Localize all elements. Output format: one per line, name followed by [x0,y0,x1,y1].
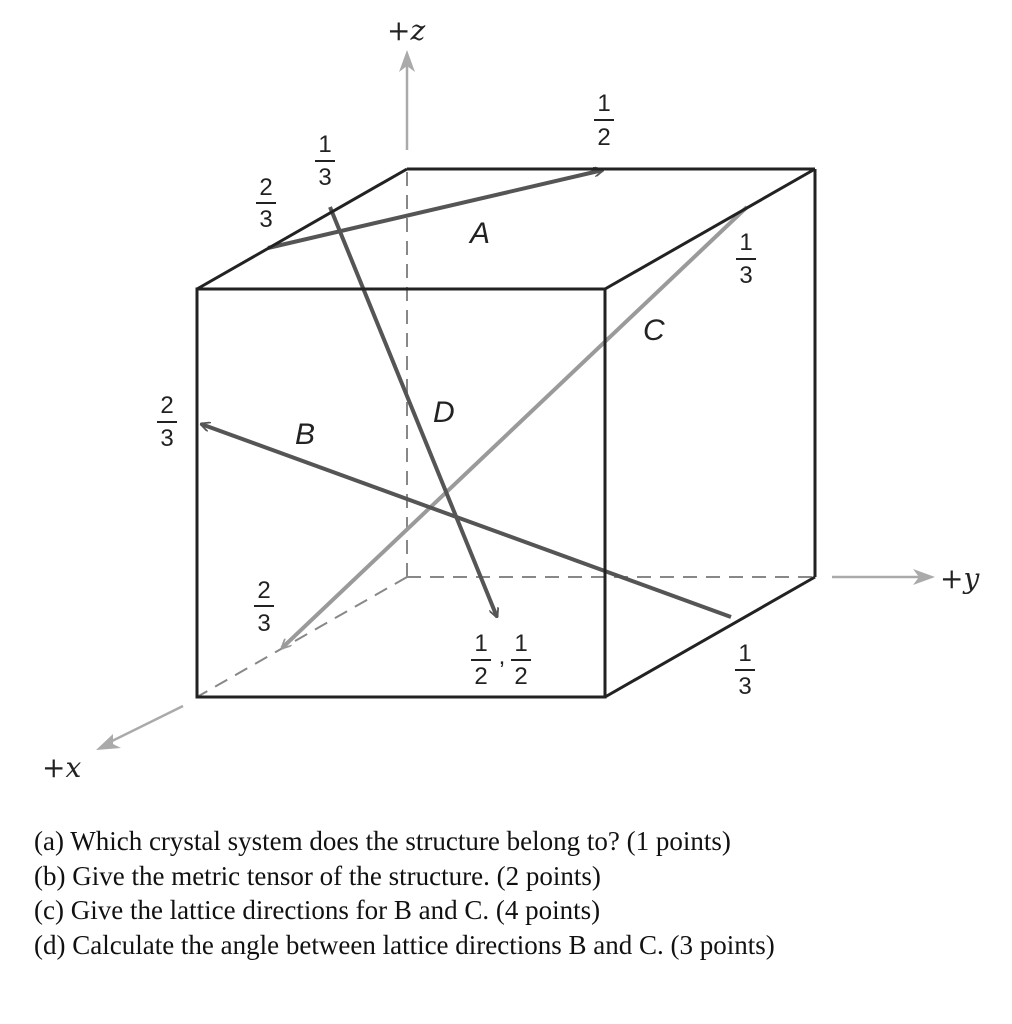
svg-text:1: 1 [738,640,752,667]
vector-c [282,207,747,648]
vector-a-label: A [470,217,491,250]
svg-text:2: 2 [160,392,174,419]
svg-text:3: 3 [160,425,174,452]
vector-d-label: D [433,396,455,429]
z-axis-label: +z [387,14,426,47]
fraction-a-end [594,90,614,151]
svg-text:3: 3 [738,673,752,700]
question-d: (d) Calculate the angle between lattice directions B and C. (3 points) [34,929,775,960]
fraction-d-start [315,131,335,191]
svg-text:1: 1 [474,630,488,657]
fraction-c-end [254,577,274,637]
vector-d [330,207,497,617]
question-a: (a) Which crystal system does the structure belong to? (1 points) [34,826,731,856]
svg-text:2: 2 [474,663,488,690]
svg-text:2: 2 [514,663,528,690]
vector-b-label: B [295,418,316,451]
svg-text:3: 3 [257,610,271,637]
question-list [34,824,994,962]
svg-text:1: 1 [514,630,528,657]
fraction-b-start [735,640,755,700]
svg-text:3: 3 [259,206,273,233]
fraction-c-start [736,229,756,289]
question-c: (c) Give the lattice directions for B and C. (4 points) [34,895,601,925]
question-b: (b) Give the metric tensor of the structure. (2 points) [34,860,601,891]
svg-text:1: 1 [597,90,611,117]
svg-text:1: 1 [318,131,332,158]
y-axis-label: +y [940,562,980,595]
vector-b [201,424,731,617]
x-axis-label: +x [42,751,82,784]
svg-text:1: 1 [739,229,753,256]
svg-text:3: 3 [739,262,753,289]
svg-text:2: 2 [597,124,611,151]
svg-text:2: 2 [257,577,271,604]
fraction-b-end [157,392,177,452]
x-axis-line [110,706,183,742]
vector-c-label: C [643,314,665,347]
svg-text:,: , [498,643,506,670]
svg-text:2: 2 [259,174,273,201]
fraction-a-start [256,174,276,233]
svg-text:3: 3 [318,164,332,191]
x-axis-arrowhead [96,734,121,750]
fraction-d-end [471,630,531,690]
